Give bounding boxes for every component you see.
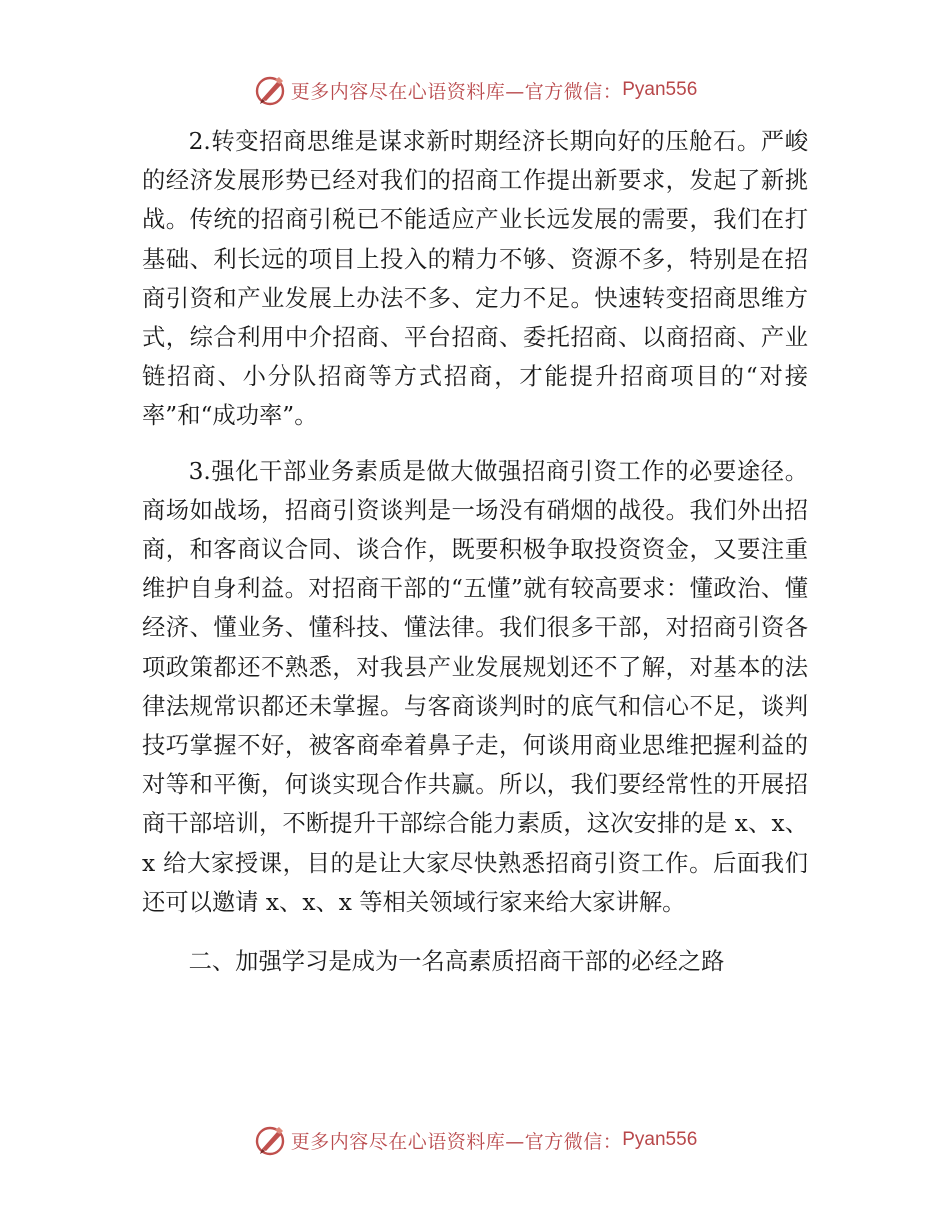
watermark-text: 更多内容尽在心语资料库—官方微信： <box>290 1130 623 1153</box>
watermark-banner-bottom <box>0 1120 950 1160</box>
watermark-wechat-id: Pyan556 <box>622 79 698 100</box>
document-body <box>142 122 808 981</box>
watermark-text: 更多内容尽在心语资料库—官方微信： <box>290 80 623 103</box>
pen-logo-icon <box>253 1123 287 1157</box>
paragraph-3: 3.强化干部业务素质是做大做强招商引资工作的必要途径。商场如战场，招商引资谈判是一场没有硝烟的战役。我们外出招商，和客商议合同、谈合作，既要积极争取投资资金，又要注重维护自身利益。对招商干部的“五懂”就有较高要求：懂政治、懂经济、懂业务、懂科技、懂法律。我们很多干部，对招商引资各项政策都还不熟悉，对我县产业发展规划还不了解，对基本的法律法规常识都还未掌握。与客商谈判时的底气和信心不足，谈判技巧掌握不好，被客商牵着鼻子走，何谈用商业思维把握利益的对等和平衡，何谈实现合作共赢。所以，我们要经常性的开展招商干部培训，不断提升干部综合能力素质，这次安排的是 x、x、x 给大家授课，目的是让大家尽快熟悉招商引资工作。后面我们还可以邀请 x、x、x 等相关领域行家来给大家讲解。 <box>142 457 808 916</box>
watermark-wechat-id: Pyan556 <box>622 1129 698 1150</box>
paragraph-2: 2.转变招商思维是谋求新时期经济长期向好的压舱石。严峻的经济发展形势已经对我们的招商工作提出新要求，发起了新挑战。传统的招商引税已不能适应产业长远发展的需要，我们在打基础、利长远的项目上投入的精力不够、资源不多，特别是在招商引资和产业发展上办法不多、定力不足。快速转变招商思维方式，综合利用中介招商、平台招商、委托招商、以商招商、产业链招商、小分队招商等方式招商，才能提升招商项目的“对接率”和“成功率”。 <box>142 128 808 430</box>
pen-logo-icon <box>253 73 287 107</box>
watermark-banner-top <box>0 70 950 110</box>
section-heading: 二、加强学习是成为一名高素质招商干部的必经之路 <box>188 948 725 976</box>
